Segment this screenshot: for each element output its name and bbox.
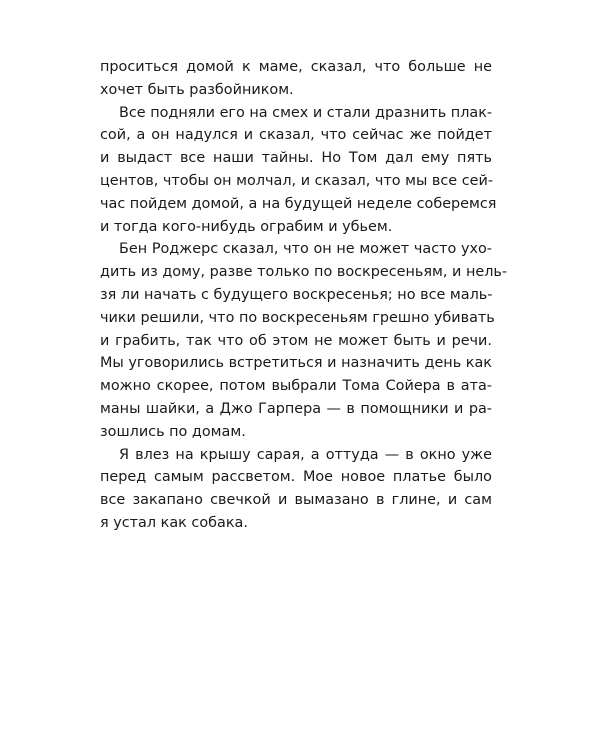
text-line: сой, а он надулся и сказал, что сейчас же пойдет — [100, 127, 492, 144]
text-line: и тогда кого-нибудь ограбим и убьем. — [100, 218, 393, 235]
text-line: можно скорее, потом выбрали Тома Сойера в ата- — [100, 378, 492, 395]
text-line: Бен Роджерс сказал, что он не может часто ухо- — [119, 241, 492, 258]
paragraph-1 — [100, 56, 492, 102]
text-line: Я влез на крышу сарая, а оттуда — в окно уже — [119, 446, 492, 463]
text-line: проситься домой к маме, сказал, что больше не — [100, 59, 492, 75]
text-line: дить из дому, разве только по воскресеньям, и нель- — [100, 264, 508, 281]
text-line: час пойдем домой, а на будущей неделе соберемся — [100, 195, 497, 212]
paragraph-2 — [100, 102, 497, 239]
text-line: я устал как собака. — [100, 514, 248, 531]
page-text — [100, 56, 508, 535]
text-line: и выдаст все наши тайны. Но Том дал ему пять — [100, 150, 492, 167]
text-line: центов, чтобы он молчал, и сказал, что мы все сей- — [100, 172, 494, 189]
paragraph-3 — [100, 238, 508, 443]
text-line: зошлись по домам. — [100, 423, 246, 440]
text-line: перед самым рассветом. Мое новое платье было — [100, 469, 492, 486]
text-line: чики решили, что по воскресеньям грешно убивать — [100, 309, 495, 326]
text-line: все закапано свечкой и вымазано в глине, и сам — [100, 492, 492, 509]
text-line: Все подняли его на смех и стали дразнить плак- — [119, 104, 493, 121]
text-line: Мы уговорились встретиться и назначить день как — [100, 355, 492, 372]
text-line: зя ли начать с будущего воскресенья; но все маль- — [100, 286, 493, 303]
text-line: и грабить, так что об этом не может быть и речи. — [100, 332, 492, 349]
text-line: маны шайки, а Джо Гарпера — в помощники и ра- — [100, 400, 492, 417]
paragraph-4 — [100, 444, 492, 535]
text-line: хочет быть разбойником. — [100, 81, 294, 98]
